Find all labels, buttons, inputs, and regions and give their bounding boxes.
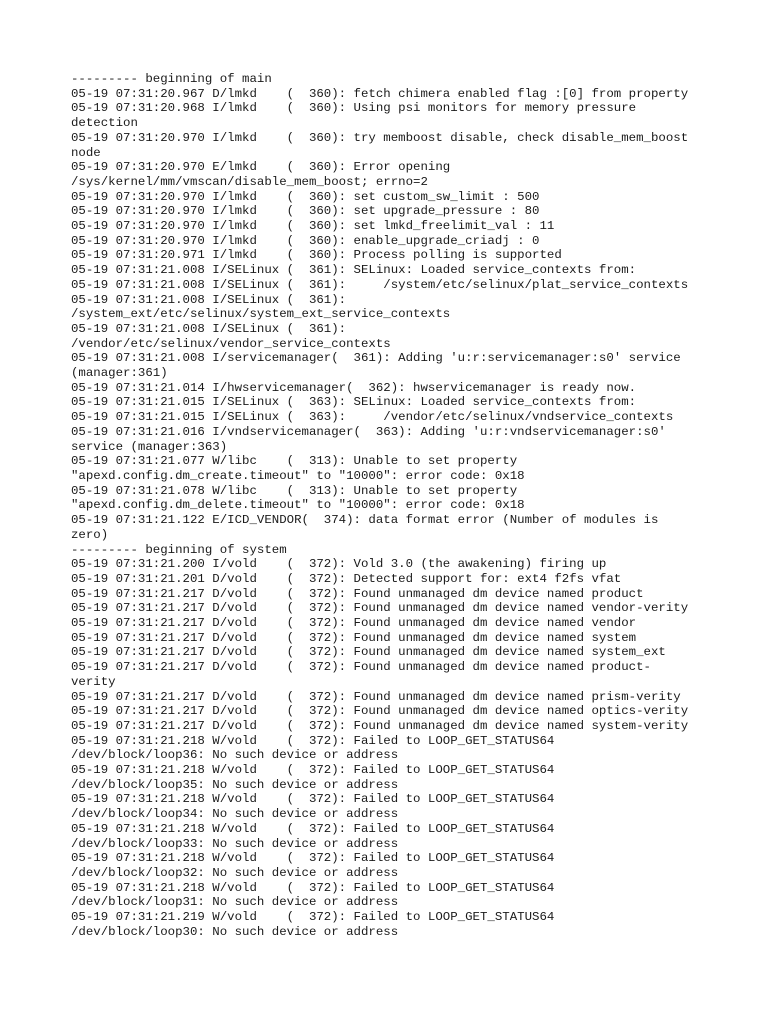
log-line: 05-19 07:31:21.008 I/SELinux ( 361): /system/etc/selinux/plat_service_contexts bbox=[71, 277, 689, 292]
log-line: 05-19 07:31:20.968 I/lmkd ( 360): Using psi monitors for memory pressure bbox=[71, 101, 637, 116]
log-line: 05-19 07:31:21.015 I/SELinux ( 363): SELinux: Loaded service_contexts from: bbox=[71, 395, 637, 410]
log-line: /sys/kernel/mm/vmscan/disable_mem_boost; errno=2 bbox=[71, 174, 428, 189]
log-line: 05-19 07:31:21.218 W/vold ( 372): Failed to LOOP_GET_STATUS64 bbox=[71, 821, 555, 836]
log-line: 05-19 07:31:21.014 I/hwservicemanager( 362): hwservicemanager is ready now. bbox=[71, 380, 637, 395]
log-line: /dev/block/loop34: No such device or address bbox=[71, 807, 399, 822]
log-line: 05-19 07:31:21.008 I/SELinux ( 361): bbox=[71, 321, 347, 336]
log-line: 05-19 07:31:20.970 I/lmkd ( 360): set upgrade_pressure : 80 bbox=[71, 204, 540, 219]
log-line: /dev/block/loop35: No such device or address bbox=[71, 777, 399, 792]
log-line: 05-19 07:31:21.217 D/vold ( 372): Found unmanaged dm device named product bbox=[71, 586, 644, 601]
log-line: 05-19 07:31:21.218 W/vold ( 372): Failed to LOOP_GET_STATUS64 bbox=[71, 880, 555, 895]
log-line: 05-19 07:31:21.078 W/libc ( 313): Unable to set property bbox=[71, 483, 518, 498]
log-line: zero) bbox=[71, 527, 109, 542]
log-line: 05-19 07:31:20.971 I/lmkd ( 360): Process polling is supported bbox=[71, 248, 562, 263]
log-line: 05-19 07:31:21.201 D/vold ( 372): Detected support for: ext4 f2fs vfat bbox=[71, 571, 622, 586]
log-line: --------- beginning of system bbox=[71, 542, 287, 557]
log-line: /dev/block/loop30: No such device or address bbox=[71, 924, 399, 939]
log-line: --------- beginning of main bbox=[71, 72, 272, 86]
log-line: 05-19 07:31:20.970 I/lmkd ( 360): set lmkd_freelimit_val : 11 bbox=[71, 219, 555, 234]
log-line: /vendor/etc/selinux/vendor_service_contexts bbox=[71, 336, 391, 351]
log-line: 05-19 07:31:21.218 W/vold ( 372): Failed to LOOP_GET_STATUS64 bbox=[71, 792, 555, 807]
log-line: 05-19 07:31:21.218 W/vold ( 372): Failed to LOOP_GET_STATUS64 bbox=[71, 851, 555, 866]
log-text-block bbox=[71, 72, 701, 939]
log-line: "apexd.config.dm_delete.timeout" to "10000": error code: 0x18 bbox=[71, 498, 525, 513]
log-line: /dev/block/loop36: No such device or address bbox=[71, 748, 399, 763]
log-line: verity bbox=[71, 674, 116, 689]
log-line: "apexd.config.dm_create.timeout" to "10000": error code: 0x18 bbox=[71, 468, 525, 483]
log-line: 05-19 07:31:21.219 W/vold ( 372): Failed to LOOP_GET_STATUS64 bbox=[71, 910, 555, 925]
log-line: 05-19 07:31:21.217 D/vold ( 372): Found unmanaged dm device named vendor-verity bbox=[71, 601, 689, 616]
log-line: 05-19 07:31:21.015 I/SELinux ( 363): /vendor/etc/selinux/vndservice_contexts bbox=[71, 410, 674, 425]
log-line: 05-19 07:31:20.967 D/lmkd ( 360): fetch chimera enabled flag :[0] from property bbox=[71, 86, 689, 101]
log-line: 05-19 07:31:21.217 D/vold ( 372): Found unmanaged dm device named product- bbox=[71, 660, 651, 675]
log-line: detection bbox=[71, 116, 138, 131]
log-line: service (manager:363) bbox=[71, 439, 228, 454]
log-line: 05-19 07:31:21.218 W/vold ( 372): Failed to LOOP_GET_STATUS64 bbox=[71, 763, 555, 778]
log-line: node bbox=[71, 145, 101, 160]
log-line: 05-19 07:31:20.970 I/lmkd ( 360): enable_upgrade_criadj : 0 bbox=[71, 233, 540, 248]
log-line: (manager:361) bbox=[71, 366, 168, 381]
log-line: /dev/block/loop31: No such device or address bbox=[71, 895, 399, 910]
log-line: 05-19 07:31:21.217 D/vold ( 372): Found unmanaged dm device named system_ext bbox=[71, 645, 666, 660]
log-line: 05-19 07:31:21.077 W/libc ( 313): Unable to set property bbox=[71, 454, 518, 469]
log-line: 05-19 07:31:21.200 I/vold ( 372): Vold 3.0 (the awakening) firing up bbox=[71, 557, 607, 572]
log-line: 05-19 07:31:21.008 I/SELinux ( 361): SELinux: Loaded service_contexts from: bbox=[71, 263, 637, 278]
log-line: /dev/block/loop33: No such device or address bbox=[71, 836, 399, 851]
log-line: 05-19 07:31:20.970 I/lmkd ( 360): try memboost disable, check disable_mem_boost bbox=[71, 130, 689, 145]
log-line: 05-19 07:31:21.122 E/ICD_VENDOR( 374): data format error (Number of modules is bbox=[71, 513, 659, 528]
log-line: 05-19 07:31:21.008 I/SELinux ( 361): bbox=[71, 292, 347, 307]
log-line: /dev/block/loop32: No such device or address bbox=[71, 865, 399, 880]
log-line: 05-19 07:31:21.217 D/vold ( 372): Found unmanaged dm device named system bbox=[71, 630, 637, 645]
log-line: 05-19 07:31:21.217 D/vold ( 372): Found unmanaged dm device named prism-verity bbox=[71, 689, 681, 704]
log-line: 05-19 07:31:21.218 W/vold ( 372): Failed to LOOP_GET_STATUS64 bbox=[71, 733, 555, 748]
log-line: 05-19 07:31:21.016 I/vndservicemanager( 363): Adding 'u:r:vndservicemanager:s0' bbox=[71, 424, 666, 439]
log-line: 05-19 07:31:21.217 D/vold ( 372): Found unmanaged dm device named system-verity bbox=[71, 718, 689, 733]
log-line: /system_ext/etc/selinux/system_ext_service_contexts bbox=[71, 307, 451, 322]
log-line: 05-19 07:31:21.217 D/vold ( 372): Found unmanaged dm device named vendor bbox=[71, 616, 637, 631]
log-line: 05-19 07:31:21.217 D/vold ( 372): Found unmanaged dm device named optics-verity bbox=[71, 704, 689, 719]
log-line: 05-19 07:31:20.970 E/lmkd ( 360): Error opening bbox=[71, 160, 451, 175]
log-line: 05-19 07:31:20.970 I/lmkd ( 360): set custom_sw_limit : 500 bbox=[71, 189, 540, 204]
log-line: 05-19 07:31:21.008 I/servicemanager( 361): Adding 'u:r:servicemanager:s0' service bbox=[71, 351, 681, 366]
